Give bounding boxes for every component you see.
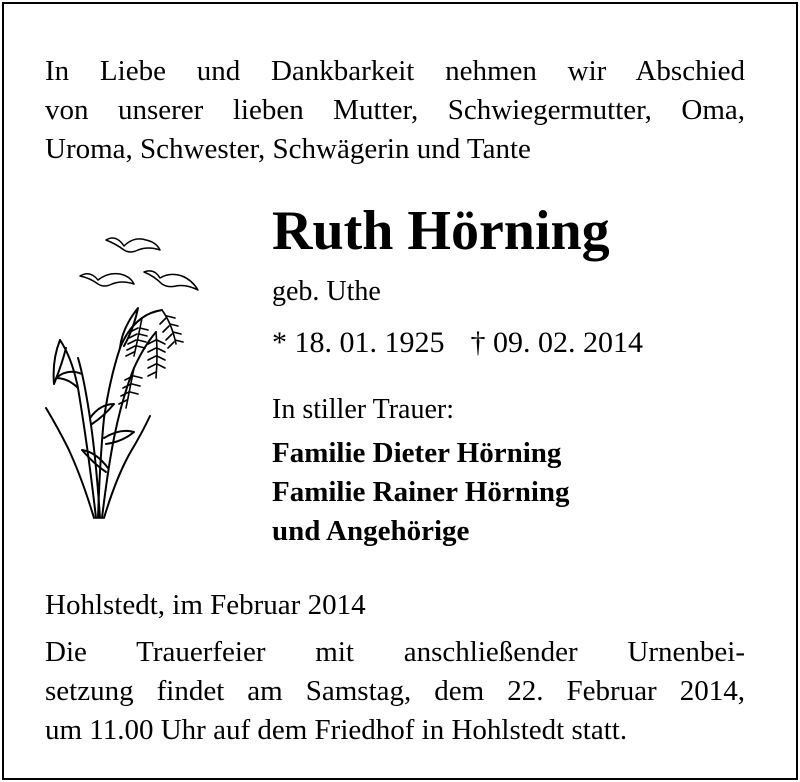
mourners-list <box>272 434 570 551</box>
intro-line: In Liebe und Dankbarkeit nehmen wir Abschied <box>45 55 745 87</box>
life-dates <box>272 324 643 362</box>
seed-heads-icon <box>119 310 183 408</box>
mourner-entry: Familie Dieter Hörning <box>272 437 562 469</box>
intro-text <box>45 52 745 169</box>
intro-line: von unserer lieben Mutter, Schwiegermutter, Oma, <box>45 94 745 126</box>
mourner-entry: Familie Rainer Hörning <box>272 476 570 508</box>
deceased-name: Ruth Hörning <box>272 200 610 262</box>
birds-icon <box>80 238 198 290</box>
service-line: setzung findet am Samstag, dem 22. Februar 2014, <box>45 675 745 707</box>
service-line: um 11.00 Uhr auf dem Friedhof in Hohlstedt statt. <box>45 714 628 746</box>
grass-icon <box>46 308 162 518</box>
place-and-date: Hohlstedt, im Februar 2014 <box>45 589 366 621</box>
funeral-service-text <box>45 633 745 750</box>
service-line: Die Trauerfeier mit anschließender Urnenbei- <box>45 636 745 668</box>
maiden-name: geb. Uthe <box>272 276 381 307</box>
mourner-entry: und Angehörige <box>272 515 470 547</box>
death-date: † 09. 02. 2014 <box>470 326 643 359</box>
grass-and-birds-icon <box>38 228 208 523</box>
birth-date: * 18. 01. 1925 <box>272 326 445 359</box>
mourning-heading: In stiller Trauer: <box>272 394 454 425</box>
intro-line: Uroma, Schwester, Schwägerin und Tante <box>45 133 531 165</box>
